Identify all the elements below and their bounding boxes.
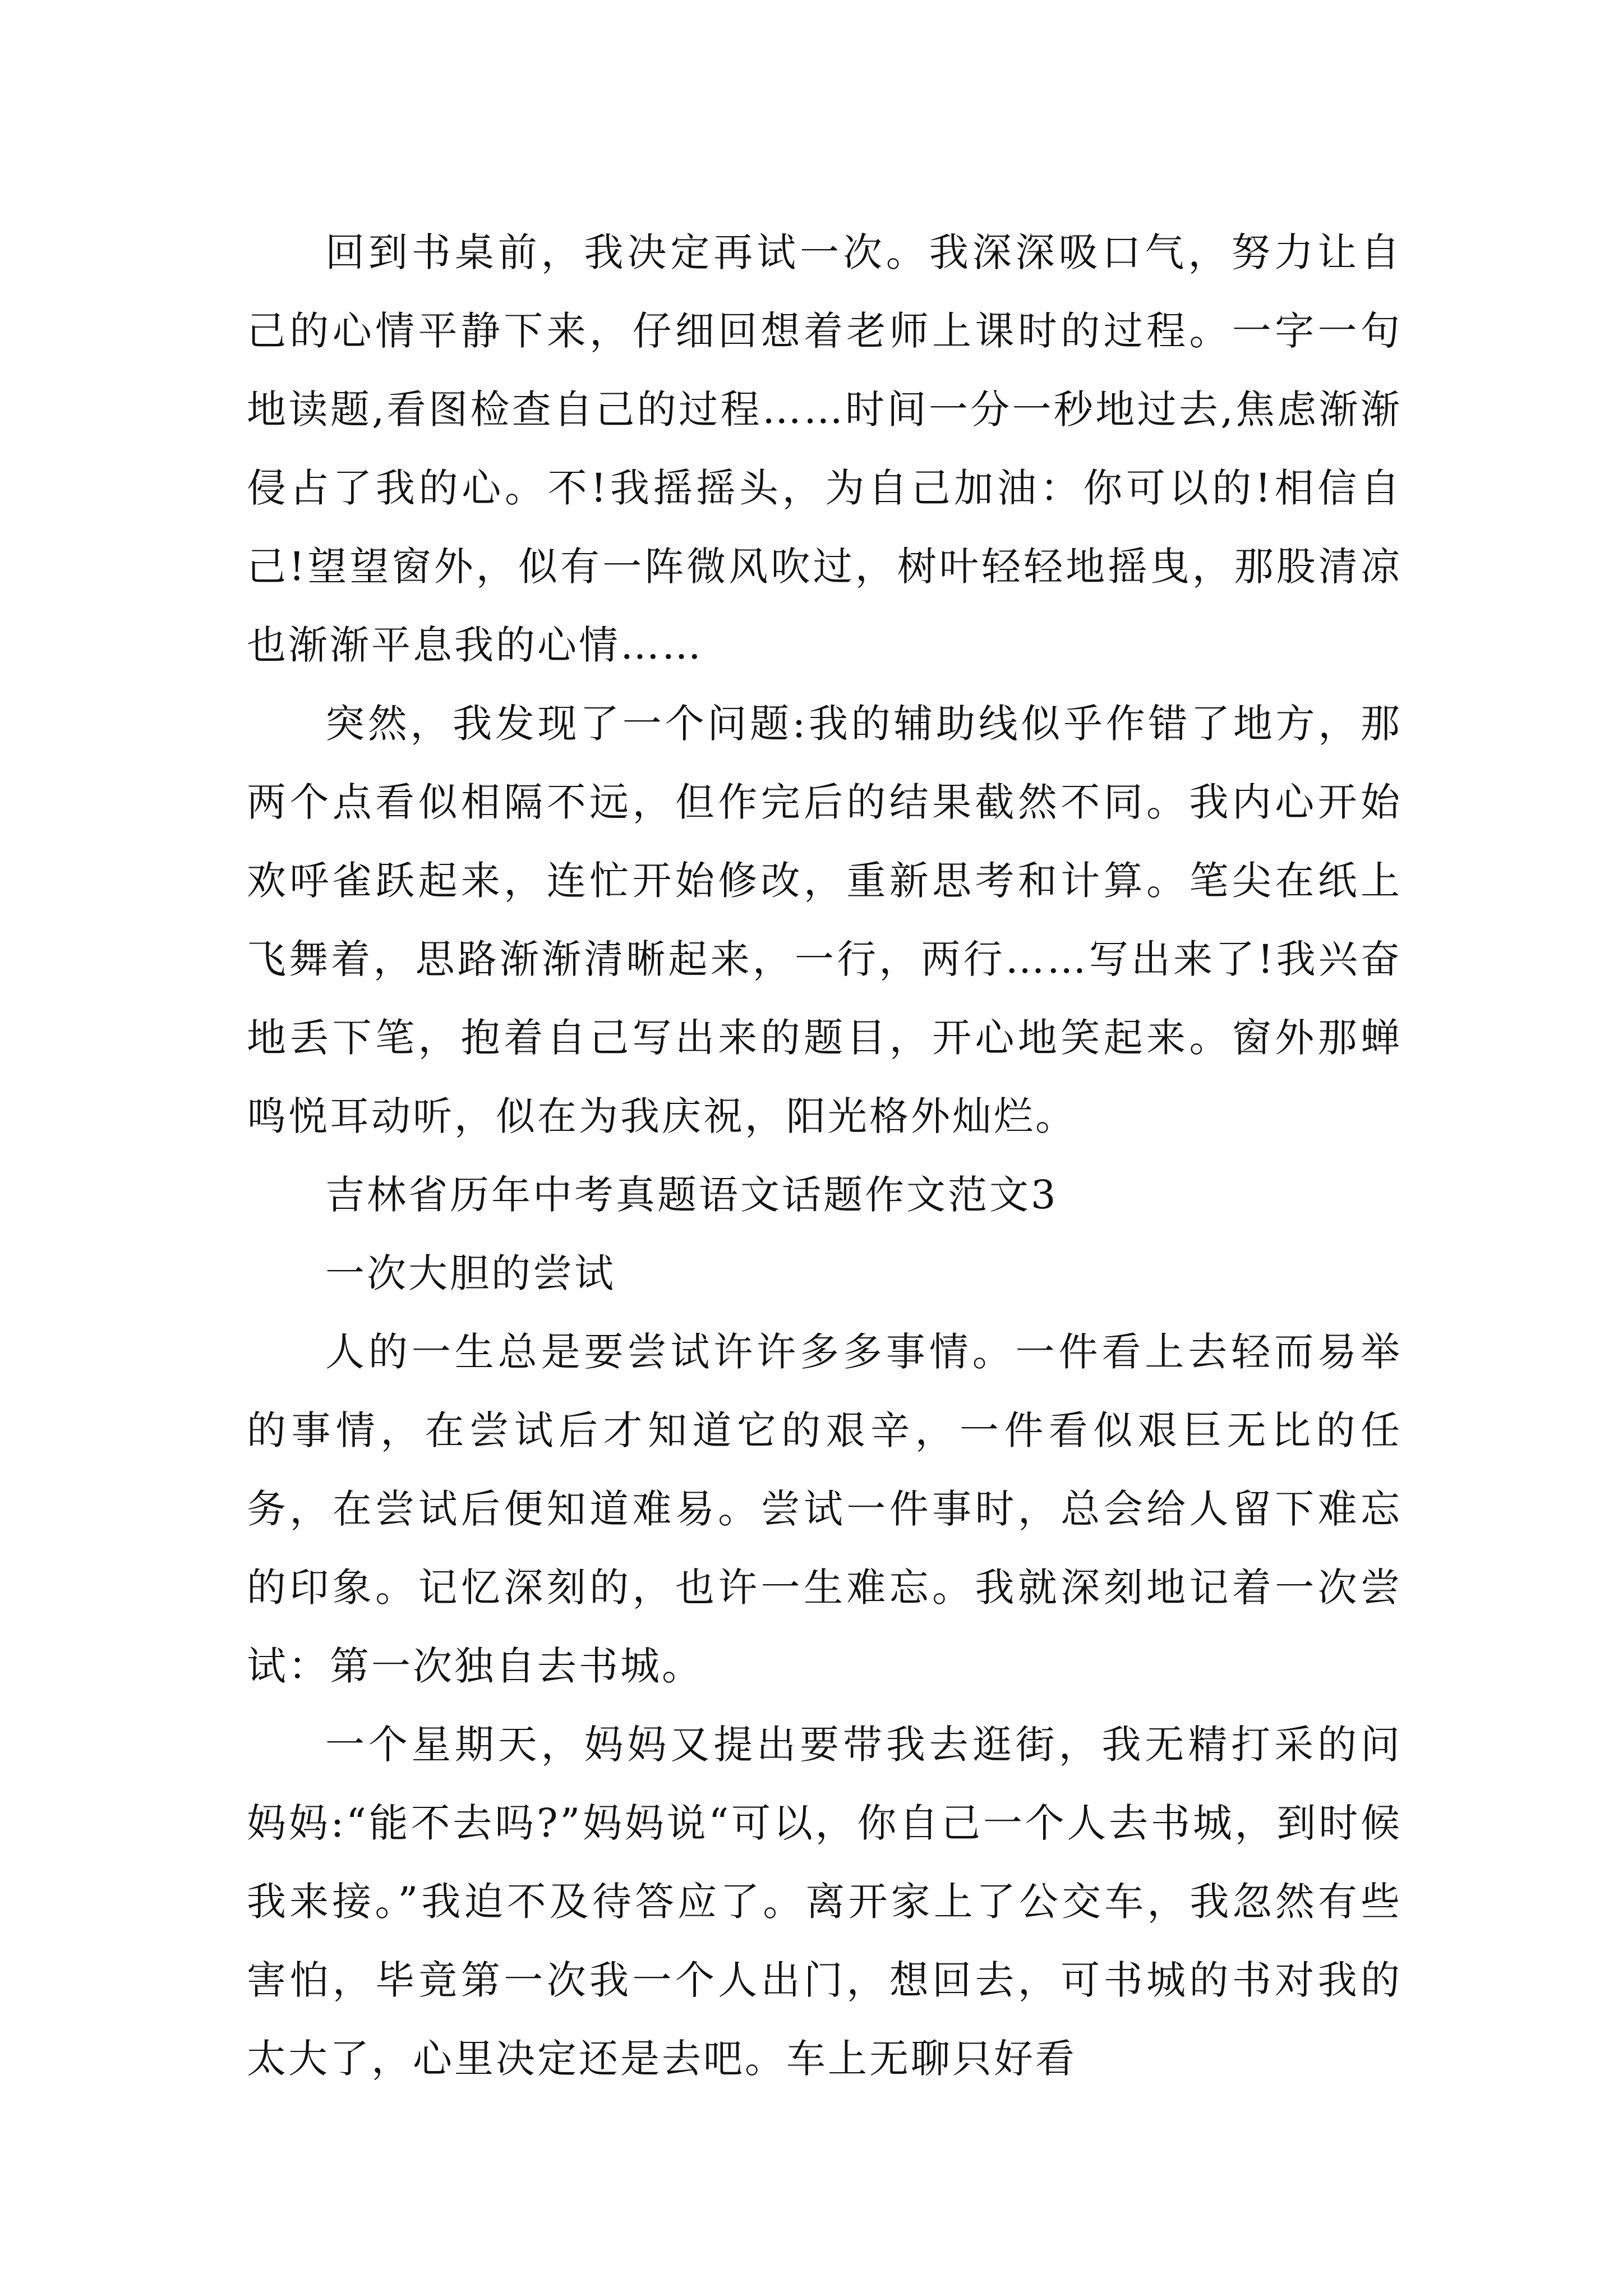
- essay-title: 一次大胆的尝试: [325, 1250, 616, 1296]
- paragraph-1: 回到书桌前，我决定再试一次。我深深吸口气，努力让自己的心情平静下来，仔细回想着老师上课时的过程。一字一句地读题,看图检查自己的过程……时间一分一秒地过去,焦虑渐渐侵占了我的心。不!我摇摇头，为自己加油：你可以的!相信自己!望望窗外，似有一阵微风吹过，树叶轻轻地摇曳，那股清凉也渐渐平息我的心情……: [247, 229, 1402, 668]
- paragraph-2: 突然，我发现了一个问题:我的辅助线似乎作错了地方，那两个点看似相隔不远，但作完后的结果截然不同。我内心开始欢呼雀跃起来，连忙开始修改，重新思考和计算。笔尖在纸上飞舞着，思路渐渐清晰起来，一行，两行……写出来了!我兴奋地丢下笔，抱着自己写出来的题目，开心地笑起来。窗外那蝉鸣悦耳动听，似在为我庆祝，阳光格外灿烂。: [247, 701, 1402, 1139]
- essay-paragraph-2: 一个星期天，妈妈又提出要带我去逛街，我无精打采的问妈妈:“能不去吗?”妈妈说“可以，你自己一个人去书城，到时候我来接。”我迫不及待答应了。离开家上了公交车，我忽然有些害怕，毕竟第一次我一个人出门，想回去，可书城的书对我的太大了，心里决定还是去吧。车上无聊只好看: [247, 1722, 1402, 2082]
- essay-paragraph-1: 人的一生总是要尝试许许多多事情。一件看上去轻而易举的事情，在尝试后才知道它的艰辛，一件看似艰巨无比的任务，在尝试后便知道难易。尝试一件事时，总会给人留下难忘的印象。记忆深刻的，也许一生难忘。我就深刻地记着一次尝试：第一次独自去书城。: [247, 1329, 1402, 1689]
- section-title: 吉林省历年中考真题语文话题作文范文3: [325, 1172, 1058, 1218]
- document-body: [247, 213, 1402, 2098]
